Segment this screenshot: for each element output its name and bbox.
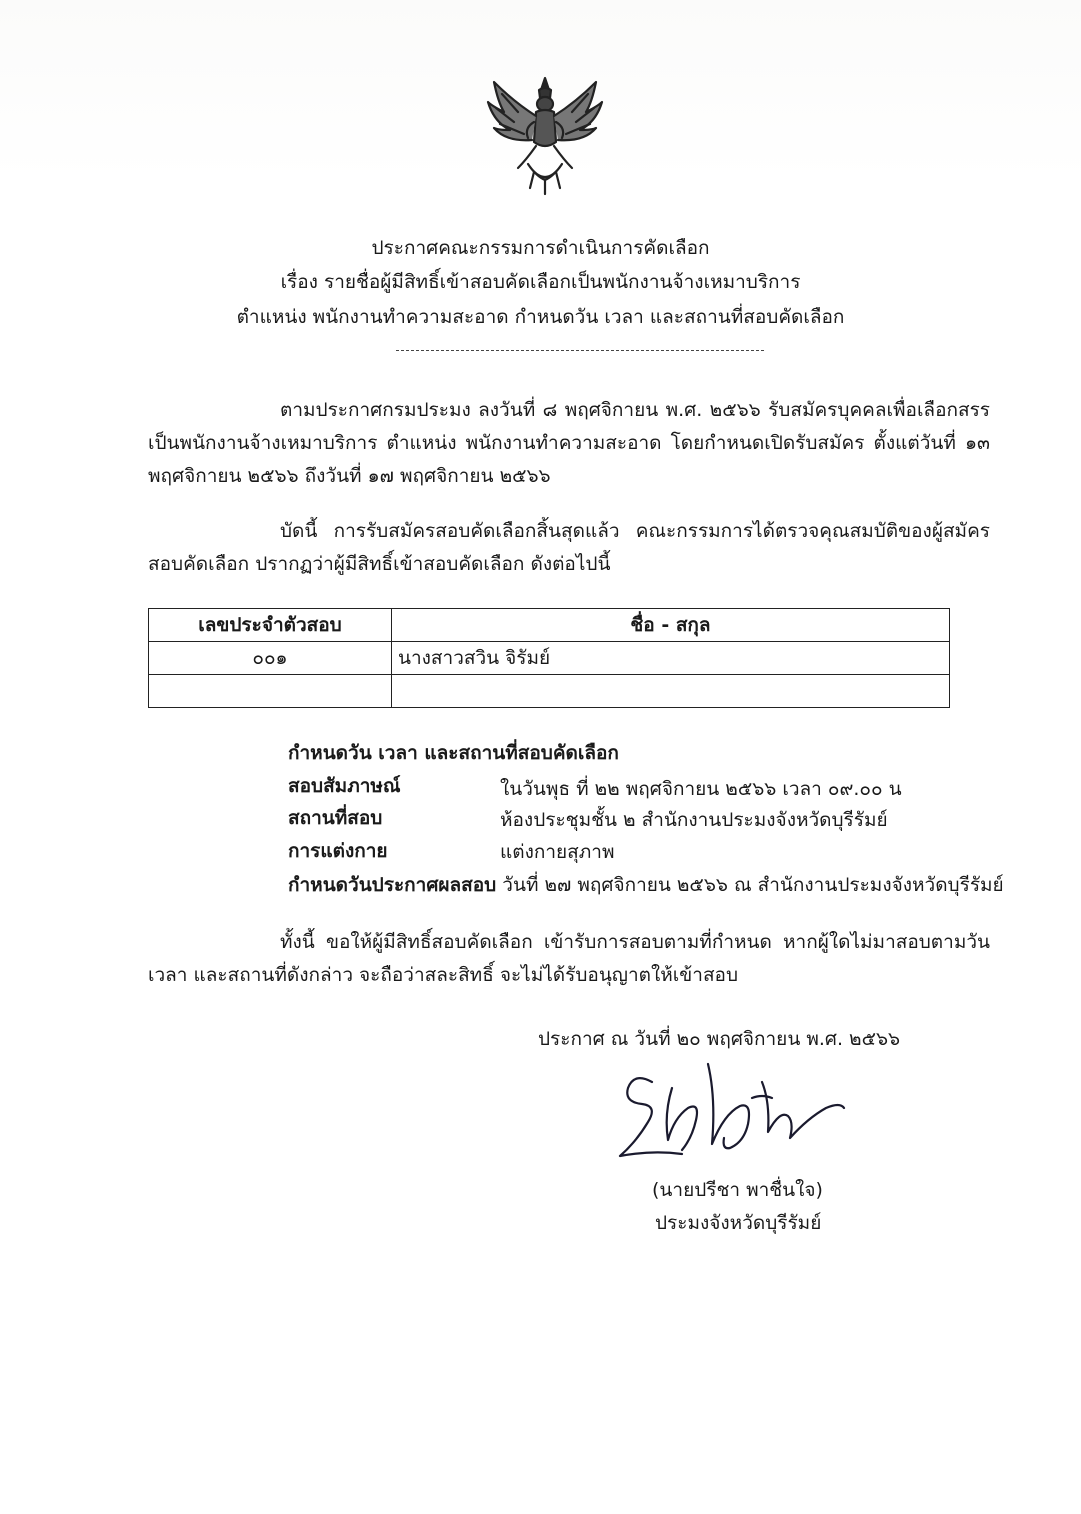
header-exam-id: เลขประจำตัวสอบ <box>149 609 392 642</box>
title-line-3: ตำแหน่ง พนักงานทำความสะอาด กำหนดวัน เวลา และสถานที่สอบคัดเลือก <box>236 306 845 328</box>
cell-full-name: นางสาวสวิน จิรัมย์ <box>392 642 950 675</box>
dress-value: แต่งกายสุภาพ <box>500 841 615 863</box>
paragraph-eligibility-text: บัดนี้ การรับสมัครสอบคัดเลือกสิ้นสุดแล้ว คณะกรรมการได้ตรวจคุณสมบัติของผู้สมัครสอบคัดเลือก ปรากฏว่าผู้มีสิทธิ์เข้าสอบคัดเลือก ดังต่อไปนี้ <box>148 520 990 575</box>
paragraph-closing <box>148 926 990 992</box>
candidates-table <box>148 608 950 708</box>
schedule-heading: กำหนดวัน เวลา และสถานที่สอบคัดเลือก <box>288 742 619 764</box>
table-row <box>149 642 950 675</box>
interview-label: สอบสัมภาษณ์ <box>288 775 401 797</box>
table-header-row <box>149 609 950 642</box>
dress-label: การแต่งกาย <box>288 840 388 862</box>
cell-exam-id <box>149 675 392 708</box>
signer-name: (นายปรีชา พาชื่นใจ) <box>652 1179 823 1201</box>
garuda-emblem <box>484 72 606 196</box>
title-line-2: เรื่อง รายชื่อผู้มีสิทธิ์เข้าสอบคัดเลือกเป็นพนักงานจ้างเหมาบริการ <box>280 271 801 293</box>
paragraph-announcement <box>148 394 990 493</box>
interview-value: ในวันพุธ ที่ ๒๒ พฤศจิกายน ๒๕๖๖ เวลา ๐๙.๐๐ น <box>500 778 902 800</box>
paragraph-closing-text: ทั้งนี้ ขอให้ผู้มีสิทธิ์สอบคัดเลือก เข้ารับการสอบตามที่กำหนด หากผู้ใดไม่มาสอบตามวัน เวลา และสถานที่ดังกล่าว จะถือว่าสละสิทธิ์ จะไม่ได้รับอนุญาตให้เข้าสอบ <box>148 931 990 986</box>
title-line-1: ประกาศคณะกรรมการดำเนินการคัดเลือก <box>371 237 710 259</box>
result-line <box>288 871 1004 899</box>
cell-exam-id: ๐๐๑ <box>149 642 392 675</box>
paragraph-eligibility <box>148 515 990 581</box>
header-full-name: ชื่อ - สกุล <box>392 609 950 642</box>
signer-position: ประมงจังหวัดบุรีรัมย์ <box>655 1212 822 1234</box>
venue-label: สถานที่สอบ <box>288 807 383 829</box>
handwritten-signature <box>612 1058 852 1170</box>
cell-full-name <box>392 675 950 708</box>
venue-value: ห้องประชุมชั้น ๒ สำนักงานประมงจังหวัดบุรีรัมย์ <box>500 809 888 831</box>
announcement-date: ประกาศ ณ วันที่ ๒๐ พฤศจิกายน พ.ศ. ๒๕๖๖ <box>538 1028 901 1050</box>
result-value: วันที่ ๒๗ พฤศจิกายน ๒๕๖๖ ณ สำนักงานประมงจังหวัดบุรีรัมย์ <box>502 874 1004 896</box>
result-label: กำหนดวันประกาศผลสอบ <box>288 874 497 896</box>
table-row <box>149 675 950 708</box>
paragraph-announcement-text: ตามประกาศกรมประมง ลงวันที่ ๘ พฤศจิกายน พ.ศ. ๒๕๖๖ รับสมัครบุคคลเพื่อเลือกสรรเป็นพนักงานจ้างเหมาบริการ ตำแหน่ง พนักงานทำความสะอาด โดยกำหนดเปิดรับสมัคร ตั้งแต่วันที่ ๑๓ พฤศจิกายน ๒๕๖๖ ถึงวันที่ ๑๗ พฤศจิกายน ๒๕๖๖ <box>148 399 990 487</box>
title-divider <box>396 350 764 351</box>
